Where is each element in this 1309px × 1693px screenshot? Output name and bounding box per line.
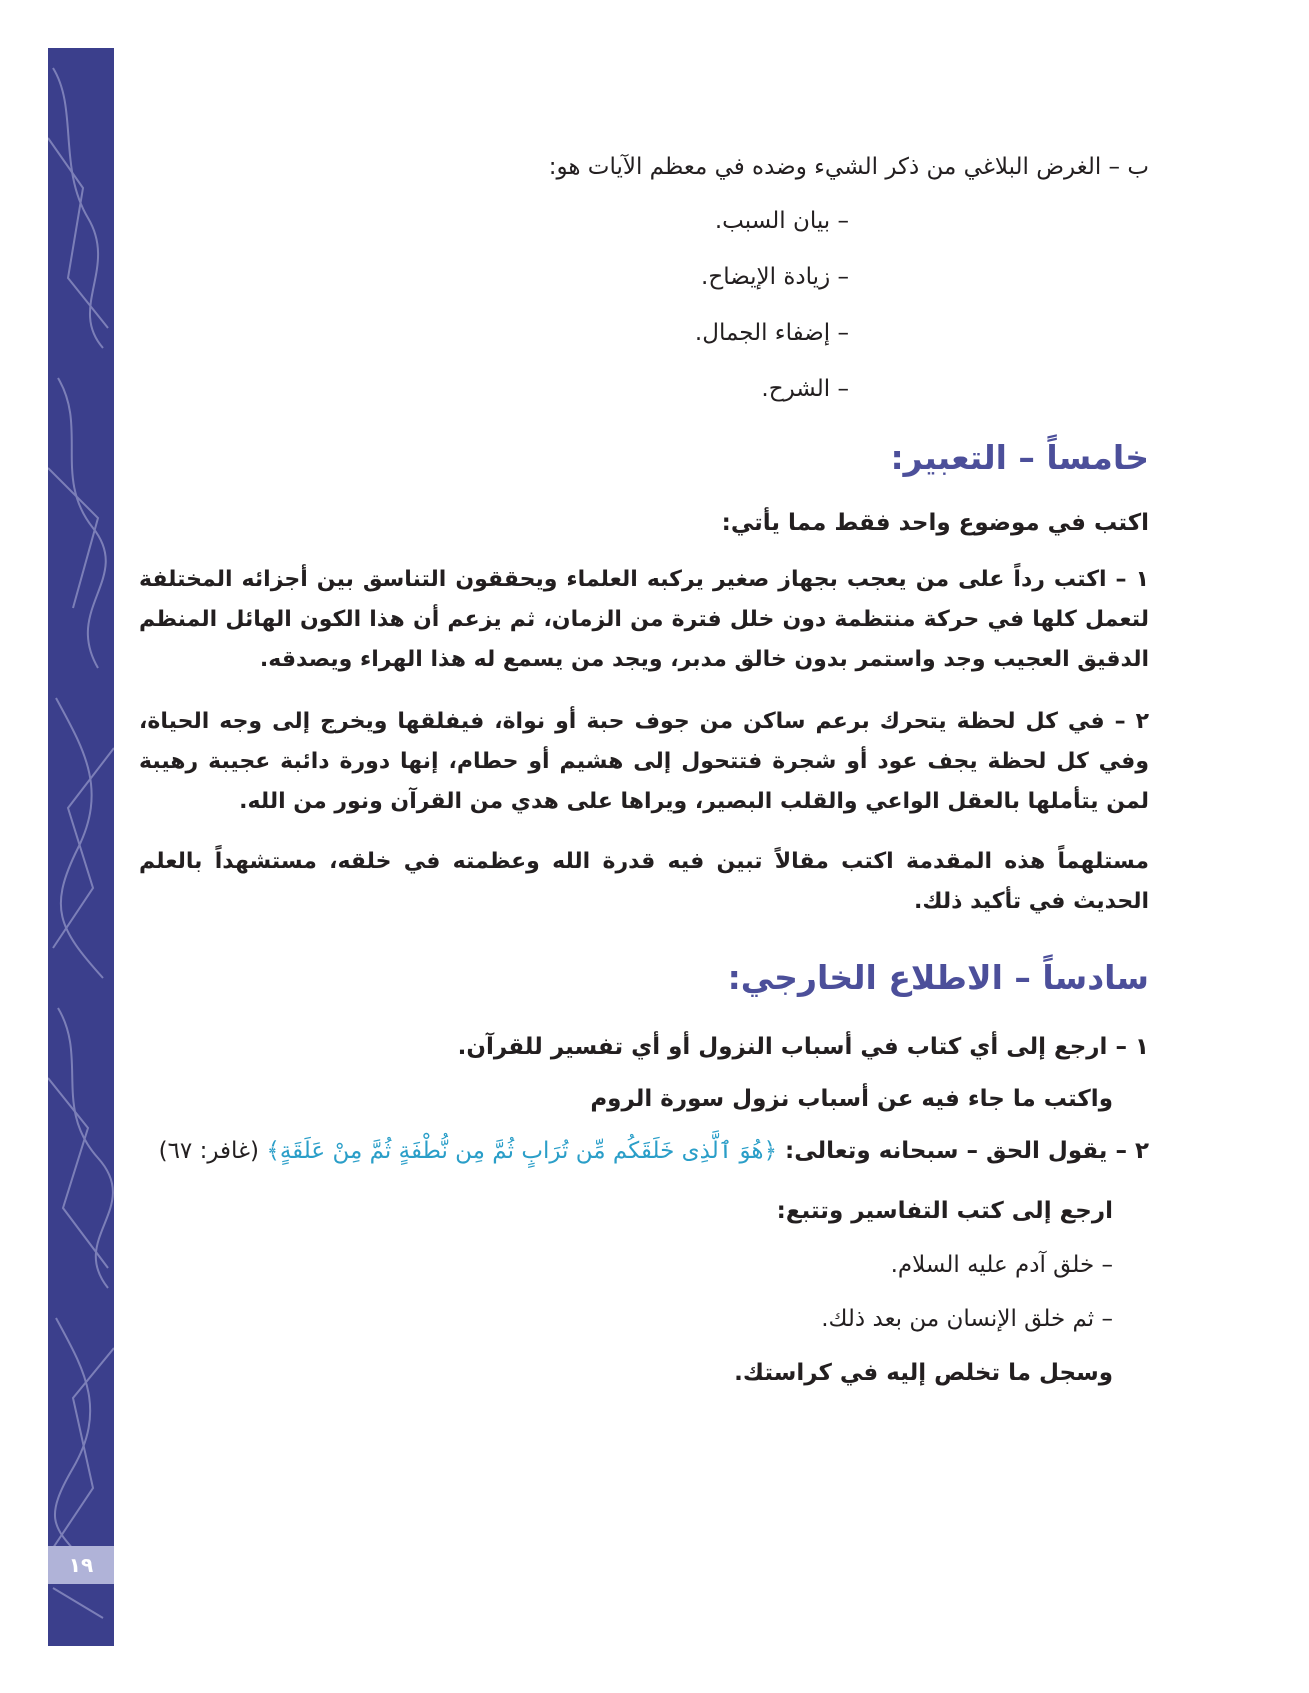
section-5-item-2: ٢ – في كل لحظة يتحرك برعم ساكن من جوف حبة أو نواة، فيفلقها ويخرج إلى وجه الحياة، وفي كل لحظة يجف عود أو شجرة فتتحول إلى هشيم أو حطام، إنها دورة دائبة عجيبة رهيبة لمن يتأملها بالعقل الواعي والقلب البصير، ويراها على هدي من القرآن ونور من الله. [139, 709, 1149, 814]
page-content [139, 0, 1149, 1693]
section-6-heading: سادساً – الاطلاع الخارجي: [727, 958, 1149, 997]
quran-verse: ﴿هُوَ ٱلَّذِى خَلَقَكُم مِّن تُرَابٍ ثُمَّ مِن نُّطْفَةٍ ثُمَّ مِنْ عَلَقَةٍ﴾ [266, 1138, 778, 1164]
list-item: – ثم خلق الإنسان من بعد ذلك. [821, 1306, 1113, 1332]
item-2-prefix: ٢ – يقول الحق – سبحانه وتعالى: [777, 1138, 1149, 1164]
section-6-item-1: ١ – ارجع إلى أي كتاب في أسباب النزول أو أي تفسير للقرآن. [457, 1034, 1149, 1060]
strip-pattern-icon [48, 48, 114, 1646]
list-item: – خلق آدم عليه السلام. [890, 1252, 1113, 1278]
section-5-heading: خامساً – التعبير: [890, 438, 1149, 477]
page-number: ١٩ [68, 1553, 94, 1577]
section-6-item-2 [159, 1136, 1149, 1166]
decorative-side-strip [48, 48, 114, 1646]
option-item: – الشرح. [761, 376, 849, 402]
section-b-question: ب – الغرض البلاغي من ذكر الشيء وضده في معظم الآيات هو: [548, 154, 1149, 180]
section-6-item-1-task: واكتب ما جاء فيه عن أسباب نزول سورة الروم [590, 1086, 1113, 1112]
section-5-item-2-task: مستلهماً هذه المقدمة اكتب مقالاً تبين فيه قدرة الله وعظمته في خلقه، مستشهداً بالعلم الحديث في تأكيد ذلك. [139, 849, 1149, 914]
option-item: – بيان السبب. [714, 208, 849, 234]
section-5-instruction: اكتب في موضوع واحد فقط مما يأتي: [721, 510, 1149, 536]
section-5-item-1: ١ – اكتب رداً على من يعجب بجهاز صغير يركبه العلماء ويحققون التناسق بين أجزائه المختلفة لتعمل كلها في حركة منتظمة دون خلل فترة من الزمان، ثم يزعم أن هذا الكون الهائل المنظم الدقيق العجيب وجد واستمر بدون خالق مدبر، ويجد من يسمع له هذا الهراء ويصدقه. [139, 567, 1149, 672]
option-item: – إضفاء الجمال. [694, 320, 849, 346]
page-number-box [48, 1546, 114, 1584]
option-item: – زيادة الإيضاح. [701, 264, 849, 290]
section-6-item-2-instruction: ارجع إلى كتب التفاسير وتتبع: [776, 1198, 1113, 1224]
section-6-closing: وسجل ما تخلص إليه في كراستك. [734, 1360, 1113, 1386]
verse-reference: (غافر: ٦٧) [158, 1138, 267, 1164]
